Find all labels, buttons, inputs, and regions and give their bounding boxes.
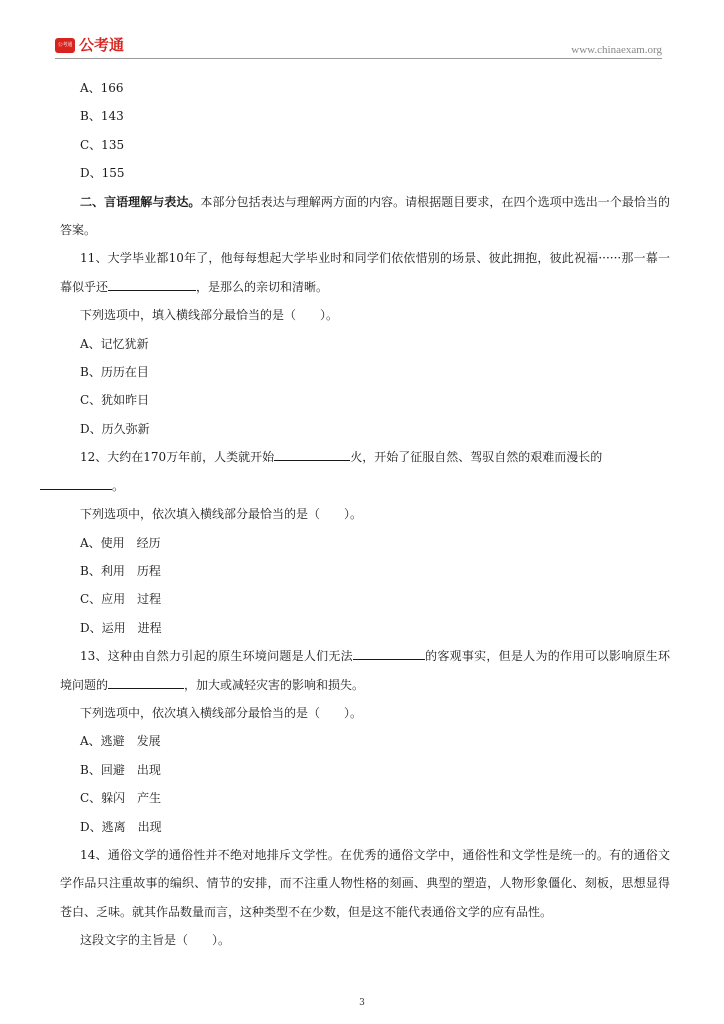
q11-option-d: D、历久弥新 <box>80 421 150 436</box>
question-13-text-b: 的客观事实，但是人为的作用可以影响原生环境问题的 <box>60 649 670 692</box>
question-12-text-a: 12、大约在170万年前，人类就开始 <box>80 450 275 465</box>
answer-blank <box>40 477 112 490</box>
q12-option-a: A、使用 经历 <box>80 535 161 550</box>
q12-option-c: C、应用 过程 <box>80 592 162 607</box>
q11-option-a: A、记忆犹新 <box>80 336 149 351</box>
question-14-stem: 14、通俗文学的通俗性并不绝对地排斥文学性。在优秀的通俗文学中，通俗性和文学性是统一的。有的通俗文学作品只注重故事的编织、情节的安排，而不注重人物性格的刻画、典型的塑造，人物形象僵化、刻板，思想显得苍白、乏味。就其作品数量而言，这种类型不在少数，但是这不能代表通俗文学的应有品性。 <box>60 847 670 919</box>
page-content <box>60 74 670 955</box>
q11-option-b: B、历历在目 <box>80 365 149 380</box>
question-12-stem <box>60 443 670 500</box>
q13-option-d: D、逃离 出现 <box>80 819 162 834</box>
q12-option-d: D、运用 进程 <box>80 620 162 635</box>
question-13-text-c: ，加大或减轻灾害的影响和损失。 <box>184 677 365 692</box>
page-number: 3 <box>359 998 365 1008</box>
answer-blank <box>353 647 425 660</box>
question-13-text-a: 13、这种由自然力引起的原生环境问题是人们无法 <box>80 649 353 664</box>
q13-option-b: B、回避 出现 <box>80 762 161 777</box>
logo-text: 公考通 <box>79 36 125 54</box>
answer-blank <box>274 448 350 461</box>
q10-option-b: B、143 <box>80 109 124 124</box>
answer-blank <box>108 676 184 689</box>
logo <box>55 36 124 54</box>
question-12-text-c: 。 <box>112 478 125 493</box>
question-14-prompt: 这段文字的主旨是（ ）。 <box>80 933 231 948</box>
question-11-stem <box>60 244 670 301</box>
question-11-text-b: ，是那么的亲切和清晰。 <box>196 279 329 294</box>
logo-badge: 公考通 <box>55 38 75 53</box>
q13-option-a: A、逃避 发展 <box>80 734 161 749</box>
question-11-prompt: 下列选项中，填入横线部分最恰当的是（ ）。 <box>80 308 339 323</box>
q11-option-c: C、犹如昨日 <box>80 393 150 408</box>
q10-option-a: A、166 <box>80 81 124 95</box>
question-12-text-b: 火，开始了征服自然、驾驭自然的艰难而漫长的 <box>350 450 603 465</box>
question-13-stem <box>60 642 670 699</box>
answer-blank <box>108 278 196 291</box>
section-2-intro <box>60 188 670 245</box>
question-13-prompt: 下列选项中，依次填入横线部分最恰当的是（ ）。 <box>80 705 363 720</box>
section-2-title: 二、言语理解与表达。 <box>80 194 201 209</box>
q13-option-c: C、躲闪 产生 <box>80 791 162 806</box>
page-header <box>0 0 724 60</box>
question-12-prompt: 下列选项中，依次填入横线部分最恰当的是（ ）。 <box>80 507 363 522</box>
section-2-description: 本部分包括表达与理解两方面的内容。请根据题目要求，在四个选项中选出一个最恰当的答案。 <box>60 194 670 238</box>
site-url: www.chinaexam.org <box>571 44 662 56</box>
q12-option-b: B、利用 历程 <box>80 563 161 578</box>
q10-option-d: D、155 <box>80 166 125 181</box>
question-11-text-a: 11、大学毕业都10年了，他每每想起大学毕业时和同学们依依惜别的场景、彼此拥抱，彼此祝福······那一幕一幕似乎还 <box>60 251 670 294</box>
q10-option-c: C、135 <box>80 137 125 152</box>
header-divider <box>55 58 662 59</box>
